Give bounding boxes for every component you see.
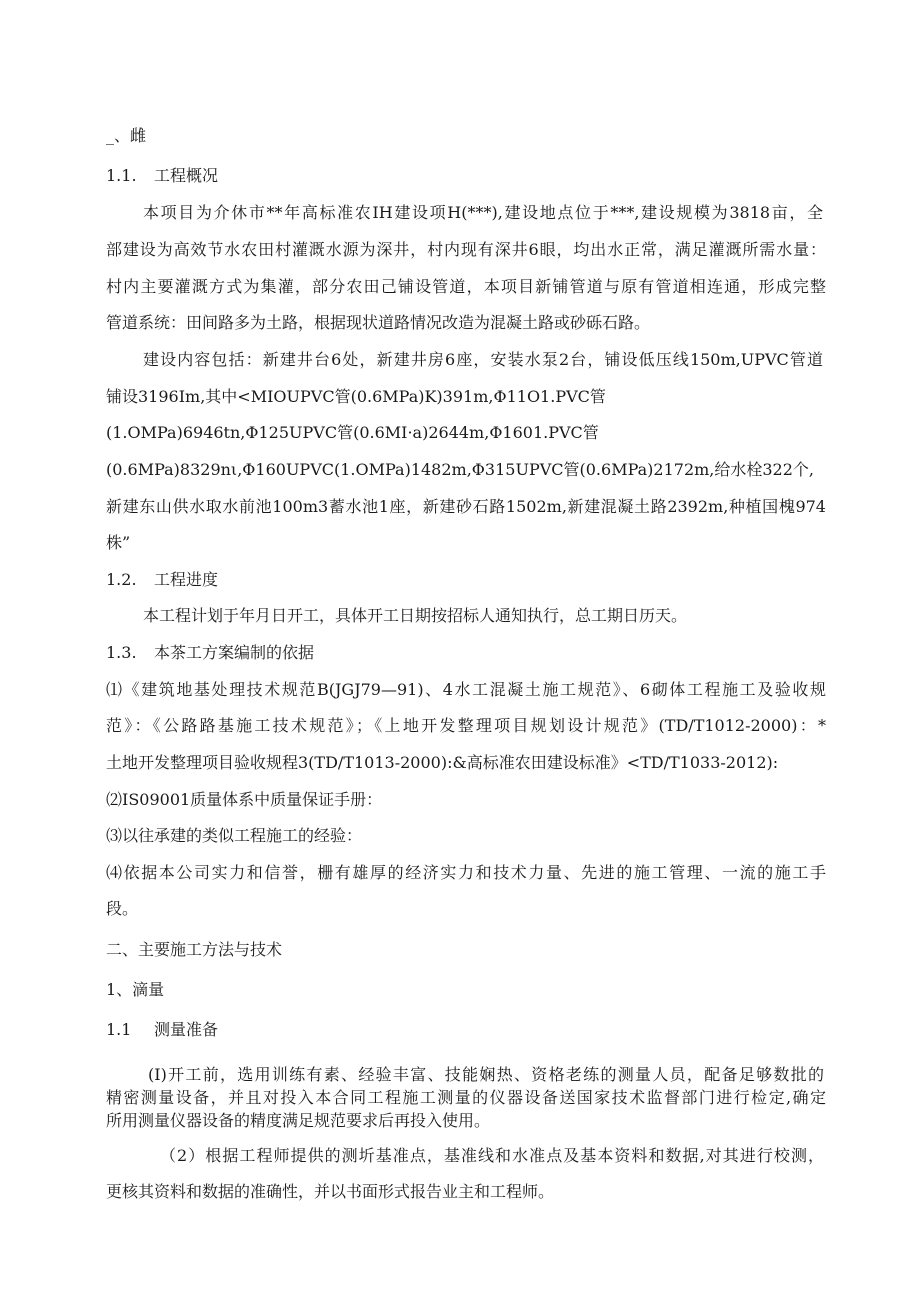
- paragraph-line: 村内主要灌溉方式为集灌，部分农田己铺设管道，本项目新铺管道与原有管道相连通，形成完整: [106, 277, 826, 296]
- paragraph-line: 株”: [106, 533, 131, 552]
- paragraph-line: (0.6MPa)8329nι,Φ160UPVC(1.OMPa)1482m,Φ315UPVC管(0.6MPa)2172m,给水栓322个,: [106, 460, 815, 479]
- section-2-title: 二、主要施工方法与技术: [106, 940, 283, 959]
- heading-1-1-survey: [106, 1020, 826, 1040]
- paragraph-line: 本工程计划于年月日开工，具体开工日期按招标人通知执行，总工期日历天。: [143, 606, 688, 625]
- paragraph-line: (1.OMPa)6946tn,Φ125UPVC管(0.6MI·a)2644m,Φ1601.PVC管: [106, 423, 599, 442]
- paragraph-line: 部建设为高效节水农田村灌溉水源为深井，村内现有深井6眼，均出水正常，满足灌溉所需水量：: [106, 240, 826, 259]
- heading-number: 1.1.: [106, 166, 137, 185]
- heading-text: 工程进度: [154, 570, 219, 589]
- heading-text: 工程概况: [154, 166, 219, 185]
- list-item-line: 范》：《公路路基施工技术规范》；《上地开发整理项目规划设计规范》(TD/T1012-2000)：*: [106, 716, 826, 735]
- heading-text: 本茶工方案编制的依据: [154, 643, 315, 662]
- subsection-title: 1、滴量: [106, 980, 165, 999]
- heading-1-1: [106, 166, 826, 186]
- paragraph-line: 精密测量设备，并且对投入本合同工程施工测量的仪器设备送国家技术监督部门进行检定,确定: [106, 1088, 826, 1107]
- list-item-line: ⑷依据本公司实力和信誉，栅有雄厚的经济实力和技术力量、先进的施工管理、一流的施工手: [106, 863, 826, 882]
- list-item: ⑵IS09001质量体系中质量保证手册：: [106, 790, 383, 809]
- paragraph-line: （2）根据工程师提供的测圻基准点，基准线和水准点及基本资料和数据,对其进行校测，: [160, 1146, 824, 1165]
- list-item: ⑶以往承建的类似工程施工的经验：: [106, 826, 363, 845]
- list-item-line: ⑴《建筑地基处理技术规范B(JGJ79—91)、4水工混凝土施工规范》、6砌体工程施工及验收规: [106, 680, 826, 699]
- paragraph-line: 建设内容包括：新建井台6处，新建井房6座，安装水泵2台，铺设低压线150m,UPVC管道: [143, 350, 823, 369]
- heading-number: 1.2.: [106, 570, 137, 589]
- paragraph-line: (I)开工前，选用训练有素、经验丰富、技能娴热、资格老练的测量人员，配备足够数批的: [148, 1065, 824, 1084]
- heading-text: 测量准备: [154, 1020, 219, 1039]
- heading-1-3: [106, 643, 826, 663]
- paragraph-line: 所用测量仪器设备的精度满足规范要求后再投入使用。: [106, 1111, 491, 1130]
- paragraph-line: 管道系统：田间路多为土路，根据现状道路情况改造为混凝土路或砂砾石路。: [106, 313, 651, 332]
- paragraph-line: 新建东山供水取水前池100m3蓄水池1座，新建砂石路1502m,新建混凝土路2392m,种植国槐974: [106, 497, 826, 516]
- heading-1-2: [106, 570, 826, 590]
- paragraph-line: 铺设3196Im,其中<MIOUPVC管(0.6MPa)K)391m,Φ11O1.PVC管: [106, 387, 606, 406]
- list-item-line: 段。: [106, 899, 139, 918]
- paragraph-line: 更核其资料和数据的准确性，并以书面形式报告业主和工程师。: [106, 1182, 555, 1201]
- paragraph-line: 本项目为介休市**年高标准农IH建设项H(***),建设地点位于***,建设规模为3818亩，全: [143, 203, 823, 222]
- heading-number: 1.3.: [106, 643, 137, 662]
- list-item-line: 土地开发整理项目验收规程3(TD/T1013-2000):&高标准农田建设标准》<TD/T1033-2012):: [106, 753, 779, 772]
- section-1-title: _、雌: [106, 126, 147, 145]
- heading-number: 1.1: [106, 1020, 132, 1039]
